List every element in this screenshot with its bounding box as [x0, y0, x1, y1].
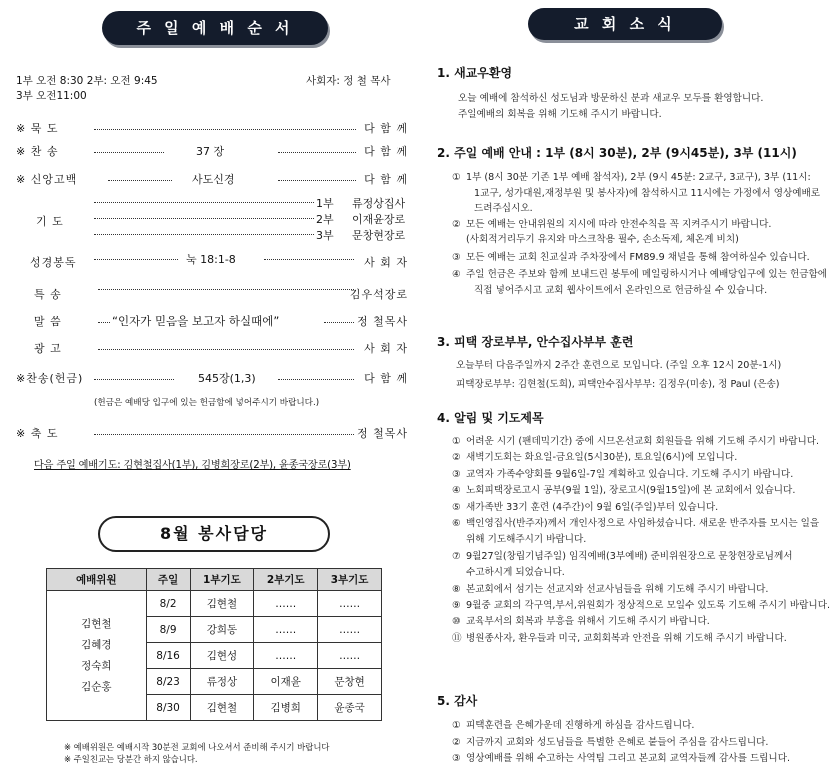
prayer-leader-2: 이재윤장로 — [352, 213, 406, 226]
list-item — [452, 250, 827, 266]
section-thanks-title: 5. 감사 — [437, 694, 478, 708]
duty-prayer-2: 이재윤 — [254, 669, 318, 695]
duty-title: 8월 봉사담당 — [98, 516, 330, 552]
item-marker: ① — [452, 172, 461, 183]
news-line: 피택훈련을 은혜가운데 진행하게 하심을 감사드립니다. — [466, 720, 695, 731]
row-prayer — [16, 195, 408, 249]
row-silent-prayer — [16, 120, 408, 138]
column-header: 1부기도 — [190, 569, 254, 591]
list-item — [452, 598, 830, 614]
section-welcome-title: 1. 새교우환영 — [437, 66, 513, 80]
duty-prayer-1: 강희동 — [190, 617, 254, 643]
news-line: 9월27일(창립기념주일) 임직예배(3부예배) 준비위원장으로 문창현장로님께서 — [466, 550, 793, 562]
duty-date: 8/9 — [146, 617, 190, 643]
worship-info-list — [452, 170, 827, 298]
news-line: 오늘 예배에 참석하신 성도님과 방문하신 분과 새교우 모두를 환영합니다. — [458, 93, 764, 104]
duty-note-1: ※ 예배위원은 예배시작 30분전 교회에 나오셔서 준비해 주시기 바랍니다 — [64, 742, 330, 752]
committee-member: 정숙희 — [81, 659, 112, 672]
list-item — [452, 735, 790, 752]
list-item — [452, 467, 830, 483]
duty-prayer-3: 윤종국 — [318, 695, 382, 721]
duty-date: 8/16 — [146, 643, 190, 669]
row-label: 성경봉독 — [30, 256, 77, 269]
offering-hymn-number: 545장(1,3) — [198, 372, 256, 385]
list-item — [452, 217, 827, 233]
row-leader: 정 철목사 — [356, 427, 408, 440]
row-hymn — [16, 143, 408, 161]
news-line: 새벽기도회는 화요일-금요일(5시30분), 토요일(6시)에 모입니다. — [466, 452, 738, 464]
table-header-row — [47, 569, 382, 591]
list-item — [452, 516, 830, 532]
duty-note-2: ※ 주일친교는 당분간 하지 않습니다. — [64, 754, 198, 764]
row-announcements — [16, 340, 408, 358]
row-label: ※찬송(헌금) — [16, 372, 84, 385]
row-leader: 김우석장로 — [349, 288, 408, 301]
scripture-ref: 눅 18:1-8 — [186, 253, 236, 266]
prayer-service-1: 1부 — [316, 197, 334, 210]
duty-prayer-2: …… — [254, 643, 318, 669]
leader-dots — [98, 284, 354, 290]
row-label: 말 씀 — [34, 315, 62, 328]
training-text — [456, 358, 781, 392]
list-item — [452, 614, 830, 630]
item-marker: ① — [452, 720, 461, 731]
duty-prayer-3: …… — [318, 617, 382, 643]
list-item — [452, 718, 790, 735]
item-marker: ③ — [452, 468, 461, 480]
row-special-song — [16, 286, 408, 304]
row-label: ※ 찬 송 — [16, 145, 59, 158]
committee-member: 김혜경 — [81, 638, 112, 651]
item-marker: ⑥ — [452, 518, 461, 530]
row-sermon — [16, 313, 408, 331]
list-item — [452, 434, 830, 450]
news-line: 새가족반 33기 훈련 (4주간)이 9월 6일(주일)부터 있습니다. — [466, 501, 719, 513]
item-marker: ④ — [452, 269, 461, 280]
item-marker: ⑦ — [452, 550, 461, 562]
column-header: 주일 — [146, 569, 190, 591]
row-leader: 다 함 께 — [364, 145, 408, 158]
row-label: 특 송 — [34, 288, 62, 301]
duty-date: 8/2 — [146, 591, 190, 617]
section-prayer-requests-title: 4. 알림 및 기도제목 — [437, 411, 544, 425]
list-item — [452, 483, 830, 499]
news-line: 노회피택장로고시 공부(9월 1일), 장로고시(9월15일)에 본 교회에서 있습니다. — [466, 485, 796, 497]
leader-dots — [324, 317, 354, 323]
prayer-requests-list — [452, 434, 830, 647]
duty-prayer-3: …… — [318, 643, 382, 669]
leader-dots — [94, 254, 178, 260]
committee-member: 김순홍 — [81, 680, 112, 693]
prayer-leader-1: 류정상집사 — [352, 197, 406, 210]
church-news-title: 교 회 소 식 — [528, 8, 722, 40]
row-offering-hymn — [16, 370, 408, 388]
leader-dots — [108, 175, 172, 181]
offering-note: (헌금은 예배당 입구에 있는 헌금함에 넣어주시기 바랍니다.) — [94, 398, 320, 408]
list-item — [452, 500, 830, 516]
row-benediction — [16, 425, 408, 443]
duty-prayer-2: …… — [254, 617, 318, 643]
duty-prayer-1: 류정상 — [190, 669, 254, 695]
item-marker: ④ — [452, 485, 461, 497]
news-line: 위해 기도해주시기 바랍니다. — [466, 534, 587, 546]
leader-dots — [94, 202, 314, 203]
row-leader: 다 함 께 — [364, 122, 408, 135]
leader-dots — [94, 124, 356, 130]
list-item — [452, 582, 830, 598]
duty-prayer-3: 문창현 — [318, 669, 382, 695]
duty-table — [46, 568, 382, 721]
item-marker: ⑨ — [452, 600, 461, 612]
row-scripture — [16, 254, 408, 272]
list-item — [452, 549, 830, 565]
row-leader: 다 함 께 — [364, 372, 408, 385]
news-line: 9월중 교회의 각구역,부서,위원회가 정상적으로 모일수 있도록 기도해 주시기 바랍니다. — [466, 600, 831, 612]
column-header: 3부기도 — [318, 569, 382, 591]
news-line: 오늘부터 다음주일까지 2주간 훈련으로 모입니다. (주일 오후 12시 20분-1시) — [456, 360, 782, 371]
duty-prayer-1: 김현성 — [190, 643, 254, 669]
row-label: ※ 묵 도 — [16, 122, 59, 135]
duty-prayer-1: 김현철 — [190, 591, 254, 617]
sermon-title: “인자가 믿음을 보고자 하실때에” — [112, 314, 280, 328]
item-marker: ⑩ — [452, 616, 461, 628]
news-line: 피택장로부부: 김현철(도희), 피택안수집사부부: 김정우(미송), 정 Paul (은송) — [456, 378, 780, 390]
leader-dots — [94, 429, 354, 435]
row-leader: 정 철목사 — [356, 315, 408, 328]
item-marker: ③ — [452, 753, 461, 764]
news-line: 병원종사자, 환우들과 미국, 교회회복과 안전을 위해 기도해 주시기 바랍니다. — [466, 632, 787, 644]
worship-committee-names — [47, 591, 147, 721]
news-line: 본교회에서 섬기는 선교지와 선교사님들을 위해 기도해 주시기 바랍니다. — [466, 583, 769, 595]
news-line: 1부 (8시 30분 기존 1부 예배 참석자), 2부 (9시 45분: 2교구, 3교구), 3부 (11시: — [466, 172, 811, 183]
column-header: 예배위원 — [47, 569, 147, 591]
row-creed — [16, 171, 408, 189]
news-line: 직접 넣어주시고 교회 웹사이트에서 온라인으로 헌금하실 수 있습니다. — [474, 284, 768, 296]
leader-dots — [278, 175, 356, 181]
thanks-list — [452, 718, 790, 768]
news-line: 주일 헌금은 주보와 함께 보내드린 봉투에 메일링하시거나 예배당입구에 있는 헌금함에 — [466, 269, 828, 280]
prayer-service-2: 2부 — [316, 213, 334, 226]
news-line: 교육부서의 회복과 부흥을 위해서 기도해 주시기 바랍니다. — [466, 616, 710, 628]
leader-dots — [98, 317, 110, 323]
leader-dots — [278, 374, 354, 380]
item-marker: ② — [452, 452, 461, 464]
prayer-service-3: 3부 — [316, 229, 334, 242]
creed-name: 사도신경 — [192, 173, 235, 186]
news-line: 어려운 시기 (팬데믹기간) 중에 시므온선교회 회원들을 위해 기도해 주시기 바랍니다. — [466, 436, 820, 447]
service-times-line2: 3부 오전11:00 — [16, 90, 87, 102]
leader-dots — [94, 147, 164, 153]
service-times-line1: 1부 오전 8:30 2부: 오전 9:45 — [16, 75, 158, 87]
leader-dots — [278, 147, 356, 153]
duty-prayer-1: 김현철 — [190, 695, 254, 721]
news-line: 지금까지 교회와 성도님들을 특별한 은혜로 붙들어 주심을 감사드립니다. — [466, 736, 769, 748]
presider: 사회자: 정 철 목사 — [306, 75, 391, 87]
table-row — [47, 591, 382, 617]
duty-date: 8/30 — [146, 695, 190, 721]
row-label: 광 고 — [34, 342, 62, 355]
leader-dots — [264, 254, 354, 260]
row-label: 기 도 — [36, 215, 64, 228]
row-leader: 다 함 께 — [364, 173, 408, 186]
row-label: ※ 신앙고백 — [16, 173, 78, 186]
leader-dots — [98, 344, 354, 350]
list-item — [452, 170, 827, 186]
list-item — [452, 631, 830, 647]
prayer-leader-3: 문창현장로 — [352, 229, 406, 242]
item-marker: ⑤ — [452, 501, 461, 513]
row-label: ※ 축 도 — [16, 427, 59, 440]
list-item — [452, 751, 790, 768]
row-leader: 사 회 자 — [364, 256, 408, 269]
duty-date: 8/23 — [146, 669, 190, 695]
leader-dots — [94, 374, 174, 380]
column-header: 2부기도 — [254, 569, 318, 591]
row-leader: 사 회 자 — [364, 342, 408, 355]
item-marker: ⑪ — [452, 632, 462, 644]
duty-prayer-2: 김병희 — [254, 695, 318, 721]
duty-prayer-3: …… — [318, 591, 382, 617]
section-training-title: 3. 피택 장로부부, 안수집사부부 훈련 — [437, 335, 634, 349]
item-marker: ⑧ — [452, 583, 461, 595]
news-line: 드려주십시오. — [474, 203, 533, 214]
news-line: 모든 예배는 교회 친교실과 주차장에서 FM89.9 채널을 통해 참여하실수 있습니다. — [466, 251, 810, 263]
item-marker: ② — [452, 218, 461, 230]
list-item — [452, 450, 830, 466]
news-line: 수고하시게 되었습니다. — [466, 567, 565, 579]
order-of-service-title: 주 일 예 배 순 서 — [102, 11, 328, 45]
welcome-text — [458, 91, 763, 122]
item-marker: ③ — [452, 251, 461, 263]
section-worship-info-title: 2. 주일 예배 안내 : 1부 (8시 30분), 2부 (9시45분), 3부 (11시) — [437, 146, 797, 160]
item-marker: ② — [452, 736, 461, 748]
news-line: 백인영집사(반주자)께서 개인사정으로 사임하셨습니다. 새로운 반주자를 모시는 일을 — [466, 518, 820, 530]
news-line: 주일예배의 회복을 위해 기도해 주시기 바랍니다. — [458, 108, 662, 120]
leader-dots — [94, 218, 314, 219]
hymn-number: 37 장 — [196, 145, 225, 158]
committee-member: 김현철 — [81, 617, 112, 630]
list-item — [452, 267, 827, 283]
news-line: 1교구, 성가대원,재정부원 및 봉사자)에 참석하시고 11시에는 가정에서 영상예배로 — [474, 187, 821, 199]
leader-dots — [94, 234, 314, 235]
duty-prayer-2: …… — [254, 591, 318, 617]
next-week-prayer: 다음 주일 예배기도: 김현철집사(1부), 김병희장로(2부), 윤종국장로(3부) — [34, 460, 351, 471]
item-marker: ① — [452, 436, 461, 447]
news-line: 모든 예배는 안내위원의 지시에 따라 안전수칙을 꼭 지켜주시기 바랍니다. — [466, 218, 772, 230]
news-line: 영상예배를 위해 수고하는 사역팀 그리고 본교회 교역자들께 감사를 드립니다. — [466, 753, 791, 764]
news-line: (사회적거리두기 유지와 마스크착용 필수, 손소독제, 체온계 비치) — [466, 234, 739, 245]
news-line: 교역자 가족수양회를 9월6일-7일 계획하고 있습니다. 기도해 주시기 바랍니다. — [466, 468, 794, 480]
